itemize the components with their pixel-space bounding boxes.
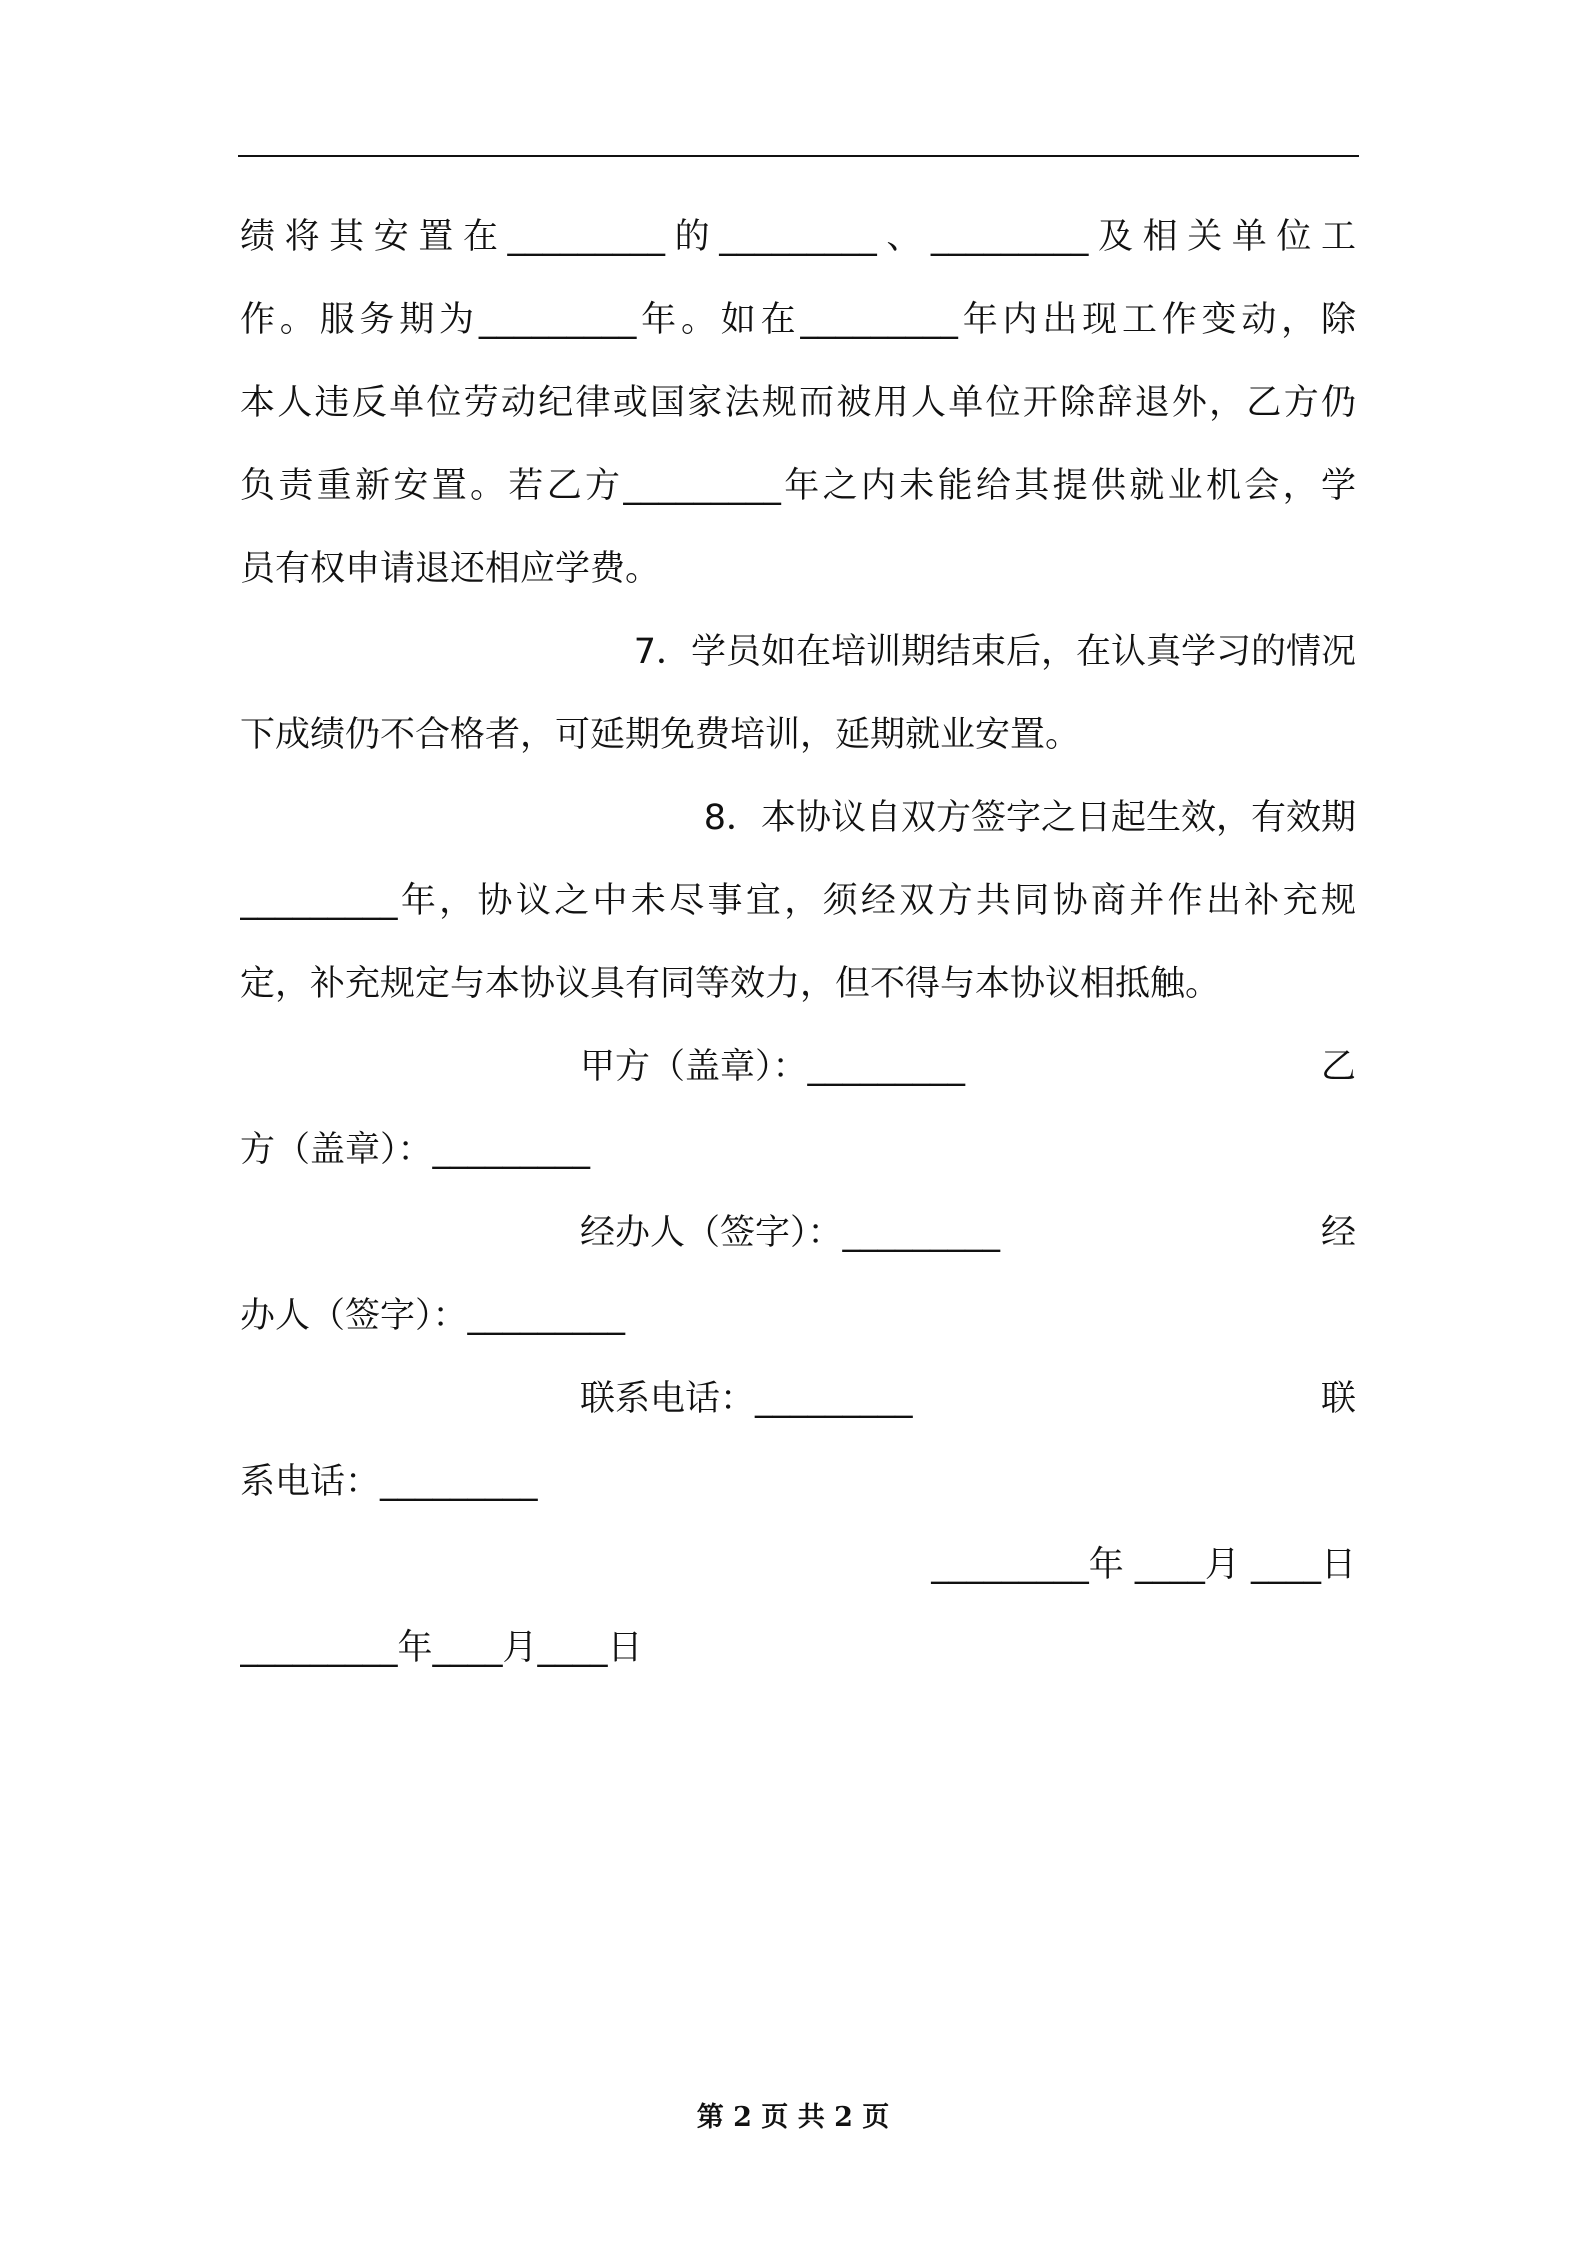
clause-8-line: 8．本协议自双方签字之日起生效，有效期 xyxy=(703,798,1356,838)
paragraph-line: 作。服务期为_________年。如在_________年内出现工作变动，除 xyxy=(240,300,1356,340)
phone-b-field: 系电话：_________ xyxy=(240,1462,538,1502)
paragraph-line: 绩将其安置在_________的_________、_________及相关单位工 xyxy=(240,217,1356,257)
handler-a-field: 经办人（签字）：_________ xyxy=(580,1213,1001,1253)
paragraph-line: 定，补充规定与本协议具有同等效力，但不得与本协议相抵触。 xyxy=(240,964,1221,1004)
phone-row xyxy=(240,1358,1356,1441)
agreement-body xyxy=(240,196,1356,1690)
handler-b-field-start: 经 xyxy=(1320,1213,1356,1253)
party-b-seal-field-start: 乙 xyxy=(1320,1047,1356,1087)
page-number: 第 2 页 共 2 页 xyxy=(696,2102,890,2133)
seal-row xyxy=(240,1026,1356,1109)
paragraph-line: 下成绩仍不合格者，可延期免费培训，延期就业安置。 xyxy=(240,715,1081,755)
header-rule xyxy=(238,155,1359,157)
paragraph-line: _________年，协议之中未尽事宜，须经双方共同协商并作出补充规 xyxy=(240,881,1356,921)
phone-a-field: 联系电话：_________ xyxy=(580,1379,913,1419)
party-b-seal-field: 方（盖章）：_________ xyxy=(240,1130,591,1170)
clause-7-line: 7．学员如在培训期结束后，在认真学习的情况 xyxy=(633,632,1356,672)
handler-b-field: 办人（签字）：_________ xyxy=(240,1296,626,1336)
party-a-seal-field: 甲方（盖章）：_________ xyxy=(580,1047,966,1087)
paragraph-line: 员有权申请退还相应学费。 xyxy=(240,549,661,589)
phone-b-field-start: 联 xyxy=(1320,1379,1356,1419)
date-a-field: _________年 ____月 ____日 xyxy=(931,1545,1356,1585)
handler-row xyxy=(240,1192,1356,1275)
paragraph-line: 负责重新安置。若乙方_________年之内未能给其提供就业机会，学 xyxy=(240,466,1356,506)
date-b-field: _________年____月____日 xyxy=(240,1628,643,1668)
paragraph-line: 本人违反单位劳动纪律或国家法规而被用人单位开除辞退外，乙方仍 xyxy=(240,383,1356,423)
